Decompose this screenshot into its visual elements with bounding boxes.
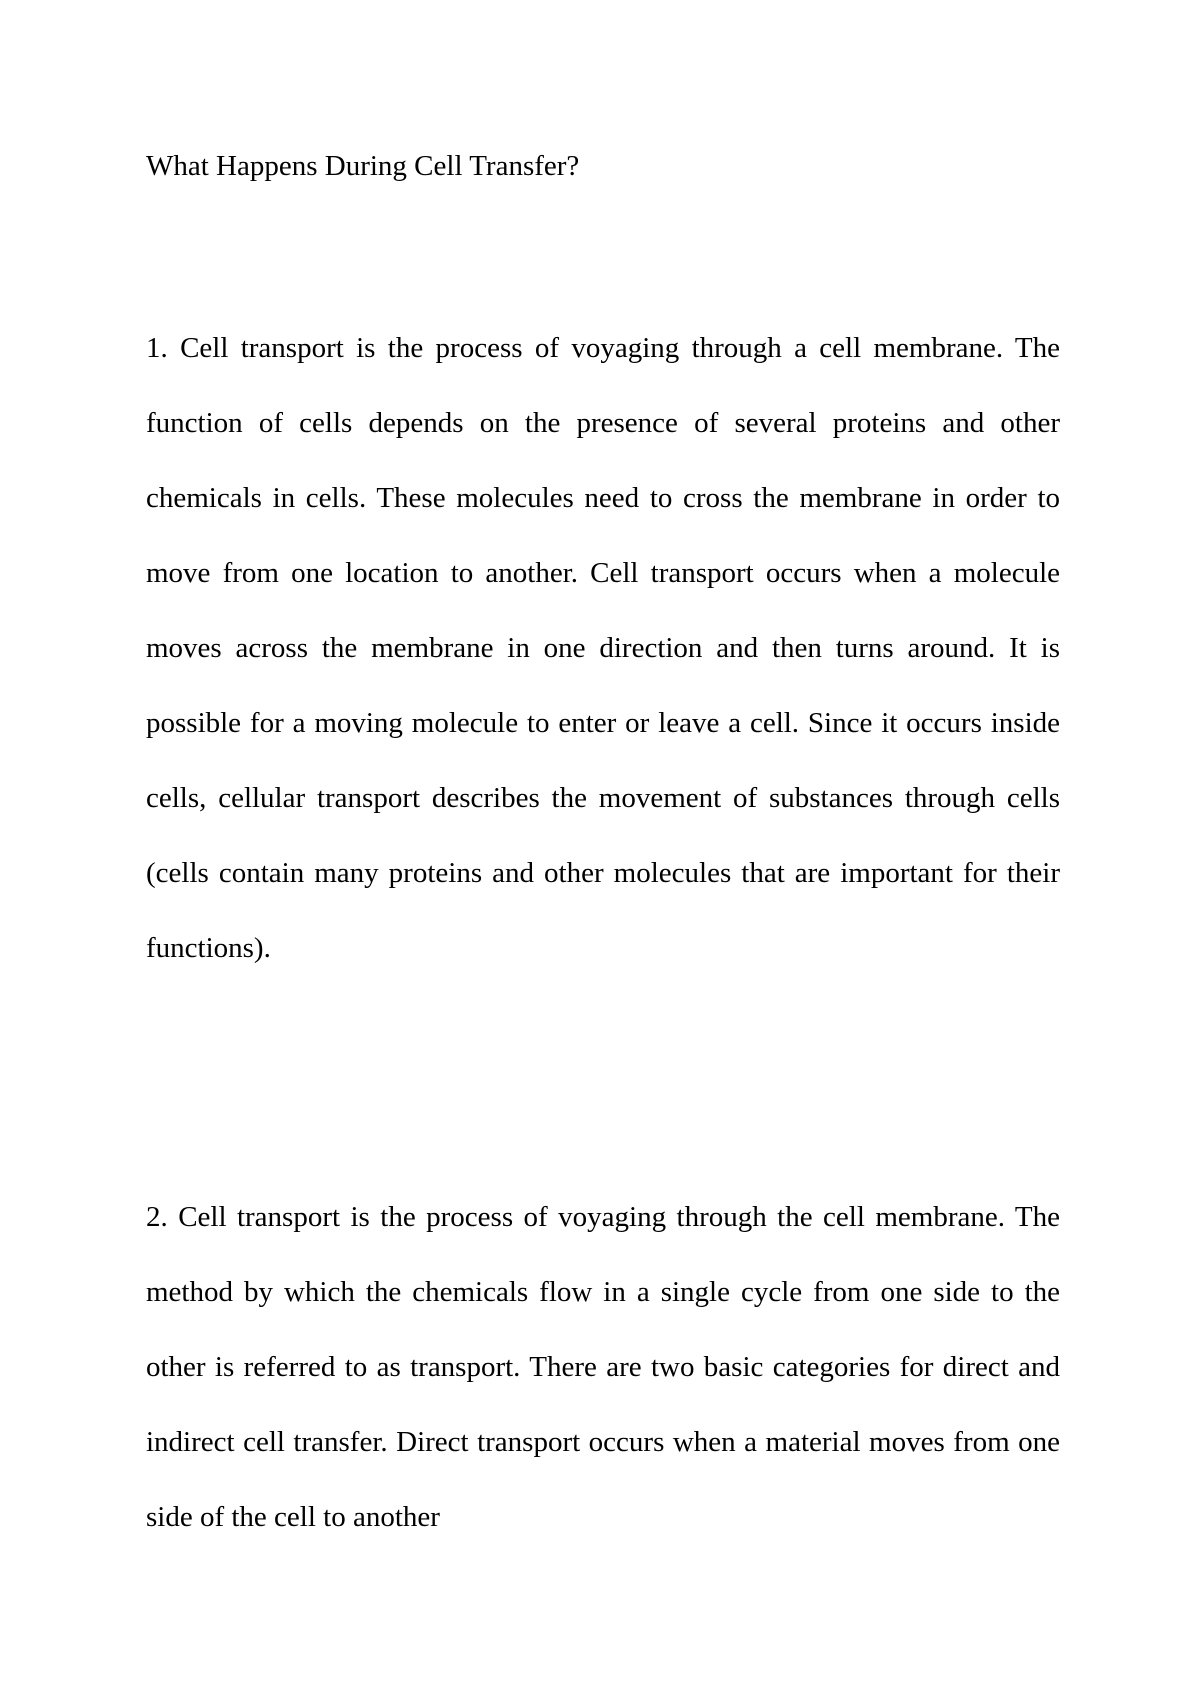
document-title: What Happens During Cell Transfer?: [146, 150, 580, 182]
paragraph-1: 1. Cell transport is the process of voyaging through a cell membrane. The function of cells depends on the presence of several proteins and other chemicals in cells. These molecules need to cross the membrane in order to move from one location to another. Cell transport occurs when a molecule moves across the membrane in one direction and then turns around. It is possible for a moving molecule to enter or leave a cell. Since it occurs inside cells, cellular transport describes the movement of substances through cells (cells contain many proteins and other molecules that are important for their functions).: [146, 332, 1060, 964]
paragraph-2: 2. Cell transport is the process of voyaging through the cell membrane. The method by which the chemicals flow in a single cycle from one side to the other is referred to as transport. There are two basic categories for direct and indirect cell transfer. Direct transport occurs when a material moves from one side of the cell to another: [146, 1201, 1060, 1533]
